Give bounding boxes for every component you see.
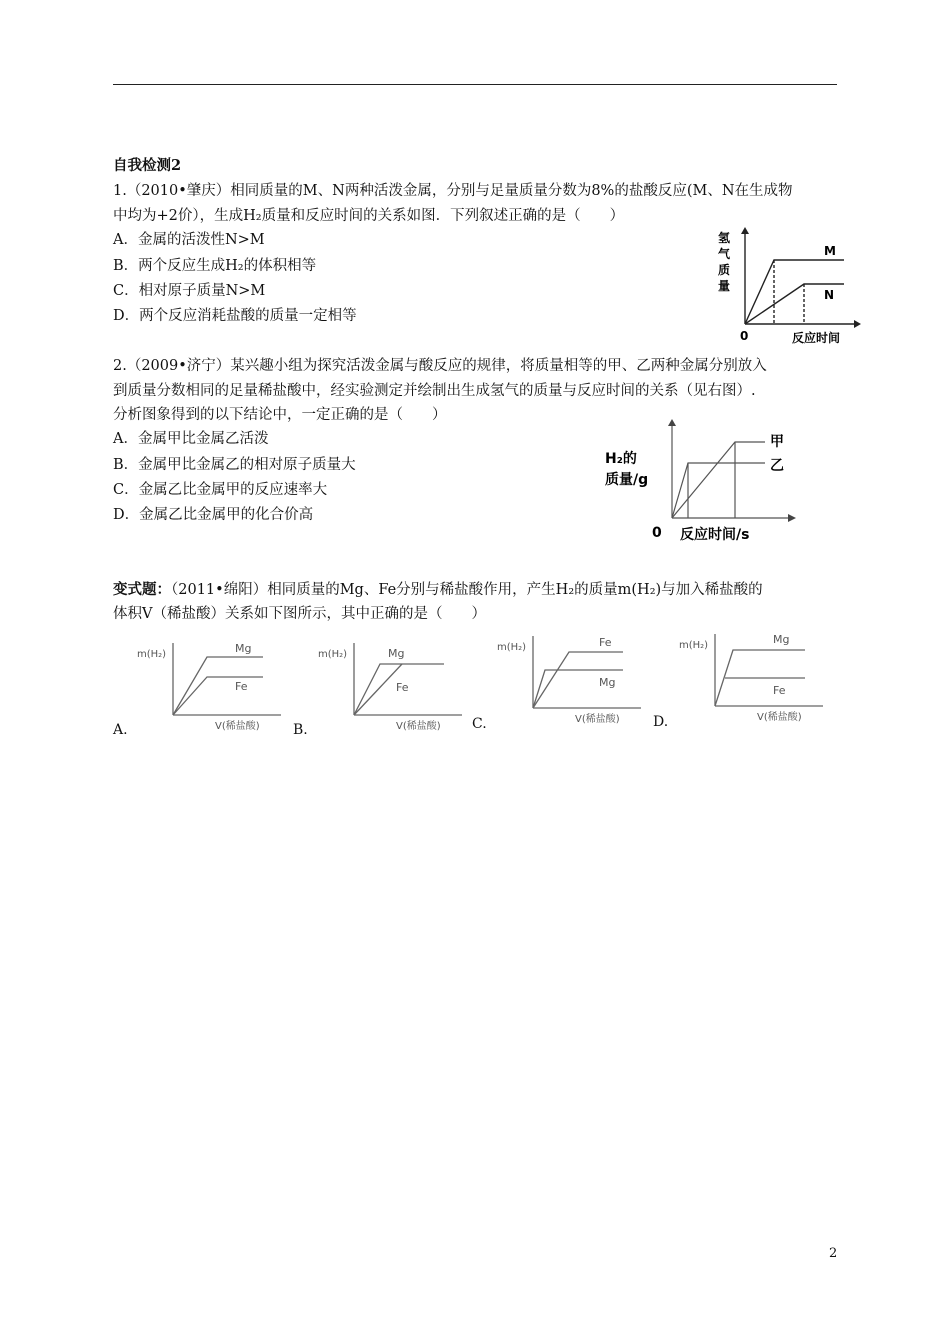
q2-text-line1: 2.（2009•济宁）某兴趣小组为探究活泼金属与酸反应的规律，将质量相等的甲、乙两种金属分别放入 xyxy=(113,358,767,374)
q1-series-m: M xyxy=(824,244,836,258)
q1-text-line1: 1.（2010•肇庆）相同质量的M、N两种活泼金属，分别与足量质量分数为8%的盐酸反应(M、N在生成物 xyxy=(113,183,793,199)
q1-xlabel: 反应时间 xyxy=(792,331,841,345)
q2-text-line2: 到质量分数相同的足量稀盐酸中，经实验测定并绘制出生成氢气的质量与反应时间的关系（见右图）. xyxy=(113,383,756,399)
choice-d-top-label: Mg xyxy=(773,633,790,646)
variant-text-line2: 体积V（稀盐酸）关系如下图所示，其中正确的是（ ） xyxy=(113,606,486,622)
page-number: 2 xyxy=(829,1246,838,1261)
header-rule xyxy=(113,84,837,85)
choice-d-ylabel: m(H₂) xyxy=(679,640,709,651)
choice-a-line-fe xyxy=(173,677,263,715)
choice-a-top-label: Mg xyxy=(235,642,252,655)
choice-a-line-mg xyxy=(173,657,263,715)
q2-xlabel: 反应时间/s xyxy=(680,527,750,543)
q1-x-arrow xyxy=(854,320,861,328)
q1-option-a: A．金属的活泼性N>M xyxy=(113,232,265,248)
variant-label: 变式题： xyxy=(113,581,171,598)
q2-option-a: A．金属甲比金属乙活泼 xyxy=(113,431,269,447)
q1-ylabel-2: 气 xyxy=(718,247,731,261)
q1-option-c: C．相对原子质量N>M xyxy=(113,283,266,299)
q2-series-jia: 甲 xyxy=(770,434,784,450)
q2-origin: 0 xyxy=(652,525,662,541)
variant-line1 xyxy=(113,580,763,600)
q1-series-n: N xyxy=(824,288,835,302)
q1-graph xyxy=(712,224,862,352)
q1-option-d: D．两个反应消耗盐酸的质量一定相等 xyxy=(113,308,357,324)
q2-option-d: D．金属乙比金属甲的化合价高 xyxy=(113,507,314,523)
choice-c-top-label: Fe xyxy=(599,636,612,649)
q2-line-jia xyxy=(672,442,765,518)
choice-d-letter: D. xyxy=(653,714,669,730)
choice-b-ylabel: m(H₂) xyxy=(318,649,348,660)
variant-text-line1: （2011•绵阳）相同质量的Mg、Fe分别与稀盐酸作用，产生H₂的质量m(H₂)与加入稀盐酸的 xyxy=(171,582,763,598)
q1-option-b: B．两个反应生成H₂的体积相等 xyxy=(113,258,317,274)
choice-b-letter: B. xyxy=(293,722,308,738)
q1-text-line2: 中均为+2价），生成H₂质量和反应时间的关系如图．下列叙述正确的是（ ） xyxy=(113,208,625,224)
choice-d-xlabel: V(稀盐酸) xyxy=(757,712,802,723)
q2-text-line3: 分析图象得到的以下结论中，一定正确的是（ ） xyxy=(113,407,447,423)
choice-a-xlabel: V(稀盐酸) xyxy=(215,721,260,732)
q2-option-c: C．金属乙比金属甲的反应速率大 xyxy=(113,482,328,498)
q2-graph xyxy=(600,416,810,546)
choice-b-top-label: Mg xyxy=(388,647,405,660)
choice-a-ylabel: m(H₂) xyxy=(137,649,167,660)
q2-ylabel-2: 质量/g xyxy=(605,472,649,488)
section-title: 自我检测2 xyxy=(113,157,182,174)
q1-ylabel-3: 质 xyxy=(718,263,731,277)
choice-a-graph xyxy=(135,637,285,737)
choice-b-xlabel: V(稀盐酸) xyxy=(396,721,441,732)
choice-c-graph xyxy=(495,630,645,730)
q2-x-arrow xyxy=(788,514,796,522)
choice-b-graph xyxy=(316,637,466,737)
q1-origin: 0 xyxy=(740,329,749,343)
q2-ylabel-1: H₂的 xyxy=(605,451,637,467)
choice-b-bottom-label: Fe xyxy=(396,681,409,694)
choice-d-bottom-label: Fe xyxy=(773,684,786,697)
q2-line-yi xyxy=(672,463,765,518)
choice-b-line-fe xyxy=(354,664,402,715)
choice-a-letter: A. xyxy=(113,722,128,738)
q1-y-arrow xyxy=(741,227,749,234)
q1-ylabel-4: 量 xyxy=(718,279,731,293)
choice-c-letter: C. xyxy=(472,716,487,732)
choice-c-xlabel: V(稀盐酸) xyxy=(575,714,620,725)
q2-y-arrow xyxy=(668,419,676,426)
choice-d-graph xyxy=(677,628,827,728)
choice-c-bottom-label: Mg xyxy=(599,676,616,689)
q1-ylabel-1: 氢 xyxy=(718,231,731,245)
choice-a-bottom-label: Fe xyxy=(235,680,248,693)
q2-series-yi: 乙 xyxy=(770,458,784,474)
q2-option-b: B．金属甲比金属乙的相对原子质量大 xyxy=(113,457,356,473)
choice-c-ylabel: m(H₂) xyxy=(497,642,527,653)
